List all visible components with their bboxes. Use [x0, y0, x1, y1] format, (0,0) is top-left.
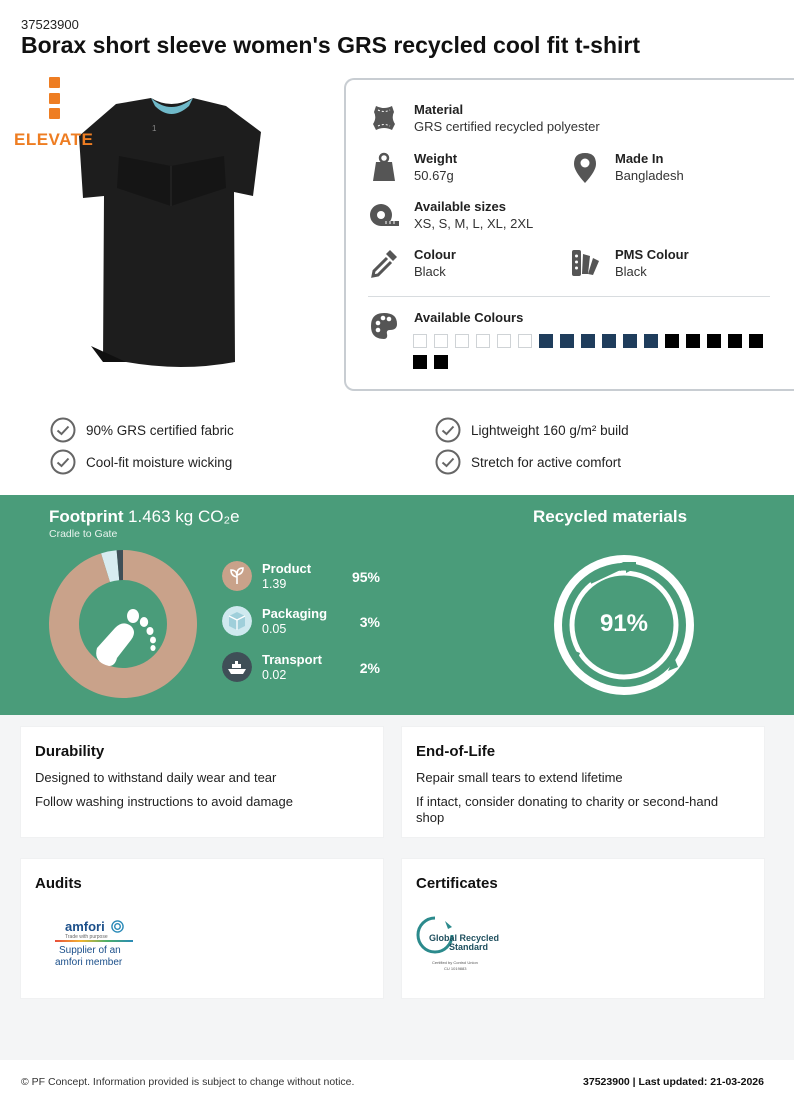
- location-pin-icon: [569, 151, 601, 183]
- material-value: GRS certified recycled polyester: [414, 119, 600, 134]
- check-circle-icon: [435, 449, 461, 475]
- check-circle-icon: [435, 417, 461, 443]
- legend-value: 1.39: [262, 577, 287, 591]
- legend-packaging: [222, 606, 392, 640]
- svg-text:1: 1: [152, 124, 157, 133]
- colour-swatch: [707, 334, 721, 348]
- box-icon: [222, 606, 252, 636]
- palette-icon: [368, 310, 400, 342]
- pms-value: Black: [615, 264, 647, 279]
- legend-percent: 3%: [359, 614, 380, 630]
- amfori-stripe: [55, 940, 133, 942]
- legend-name: Transport: [262, 652, 322, 667]
- grs-line-2: Standard: [449, 942, 489, 952]
- certificates-card: [402, 859, 764, 998]
- colour-swatch: [686, 334, 700, 348]
- material-label: Material: [414, 102, 464, 117]
- colour-swatch: [581, 334, 595, 348]
- feature-text: Cool-fit moisture wicking: [86, 455, 233, 470]
- legend-product: [222, 561, 392, 595]
- colour-swatch: [560, 334, 574, 348]
- recycled-title: Recycled materials: [533, 507, 688, 526]
- sizes-value: XS, S, M, L, XL, 2XL: [414, 216, 534, 231]
- colour-swatch: [413, 334, 427, 348]
- colour-swatch: [497, 334, 511, 348]
- feature-text: 90% GRS certified fabric: [86, 423, 234, 438]
- check-circle-icon: [50, 449, 76, 475]
- spec-card: [344, 78, 794, 391]
- colour-swatch: [644, 334, 658, 348]
- legend-name: Packaging: [262, 606, 328, 621]
- amfori-logo-name: amfori: [65, 919, 105, 934]
- available-colours-label: Available Colours: [414, 310, 524, 325]
- audits-title: Audits: [35, 875, 82, 892]
- footprint-subtitle: Cradle to Gate: [49, 528, 118, 540]
- colour-swatch: [518, 334, 532, 348]
- colour-swatch: [749, 334, 763, 348]
- legend-value: 0.02: [262, 668, 287, 682]
- end-of-life-card: [402, 727, 764, 837]
- colour-swatch: [434, 355, 448, 369]
- swatch-fan-icon: [569, 247, 601, 279]
- grs-line-1: Global Recycled: [429, 933, 500, 943]
- ship-icon: [222, 652, 252, 682]
- tshirt-image: [21, 76, 321, 386]
- legend-percent: 2%: [359, 660, 380, 676]
- legend-name: Product: [262, 561, 312, 576]
- colour-swatch: [434, 334, 448, 348]
- colour-swatch: [476, 334, 490, 348]
- tape-measure-icon: [368, 199, 400, 231]
- made-in-label: Made In: [615, 151, 664, 166]
- durability-title: Durability: [35, 743, 105, 760]
- recycled-percent: 91%: [599, 610, 649, 637]
- end-of-life-line: Repair small tears to extend lifetime: [416, 770, 623, 785]
- durability-card: [21, 727, 383, 837]
- colour-swatch: [539, 334, 553, 348]
- legend-percent: 95%: [351, 569, 380, 585]
- amfori-spiral-icon: [111, 920, 124, 933]
- footprint-label: Footprint: [49, 507, 124, 526]
- check-circle-icon: [50, 417, 76, 443]
- footer-meta: [583, 1076, 764, 1088]
- feature-text: Stretch for active comfort: [471, 455, 622, 470]
- weight-icon: [368, 151, 400, 183]
- colour-swatch-list: [413, 334, 783, 376]
- made-in-value: Bangladesh: [615, 168, 684, 183]
- end-of-life-title: End-of-Life: [416, 743, 496, 760]
- colour-swatch: [413, 355, 427, 369]
- footprint-donut-chart: [49, 550, 197, 698]
- amfori-tagline: Trade with purpose: [65, 934, 108, 940]
- colour-swatch: [728, 334, 742, 348]
- colour-swatch: [623, 334, 637, 348]
- pipette-icon: [368, 247, 400, 279]
- colour-swatch: [455, 334, 469, 348]
- leather-icon: [368, 102, 400, 134]
- legend-value: 0.05: [262, 622, 287, 636]
- footprint-value: 1.463 kg CO₂e: [128, 507, 240, 526]
- footer-updated: | Last updated: 21-03-2026: [632, 1076, 764, 1088]
- feature-text: Lightweight 160 g/m² build: [471, 423, 629, 438]
- weight-value: 50.67g: [414, 168, 454, 183]
- footer-disclaimer: © PF Concept. Information provided is subject to change without notice.: [21, 1076, 355, 1088]
- durability-line: Designed to withstand daily wear and tear: [35, 770, 277, 785]
- colour-value: Black: [414, 264, 446, 279]
- amfori-logo: [55, 917, 145, 973]
- audits-card: [21, 859, 383, 998]
- product-sku: 37523900: [21, 17, 79, 32]
- amfori-line-2: amfori member: [55, 957, 123, 968]
- footer-sku: 37523900: [583, 1076, 630, 1088]
- spec-divider: [368, 296, 770, 297]
- grs-logo: [415, 915, 511, 975]
- certificates-title: Certificates: [416, 875, 498, 892]
- colour-label: Colour: [414, 247, 456, 262]
- durability-line: Follow washing instructions to avoid damage: [35, 794, 293, 809]
- pms-label: PMS Colour: [615, 247, 689, 262]
- amfori-line-1: Supplier of an: [59, 945, 121, 956]
- leaf-icon: [222, 561, 252, 591]
- legend-transport: [222, 652, 392, 686]
- brand-logo-text: ELEVATE: [14, 130, 94, 149]
- weight-label: Weight: [414, 151, 458, 166]
- end-of-life-line: If intact, consider donating to charity or second-hand shop: [416, 794, 719, 825]
- sizes-label: Available sizes: [414, 199, 507, 214]
- footprint-title: [49, 507, 240, 527]
- colour-swatch: [602, 334, 616, 348]
- grs-small-2: CU 1019883: [444, 966, 467, 971]
- page-title: Borax short sleeve women's GRS recycled cool fit t-shirt: [21, 32, 640, 58]
- colour-swatch: [665, 334, 679, 348]
- grs-small-1: Certified by Control Union: [432, 960, 478, 965]
